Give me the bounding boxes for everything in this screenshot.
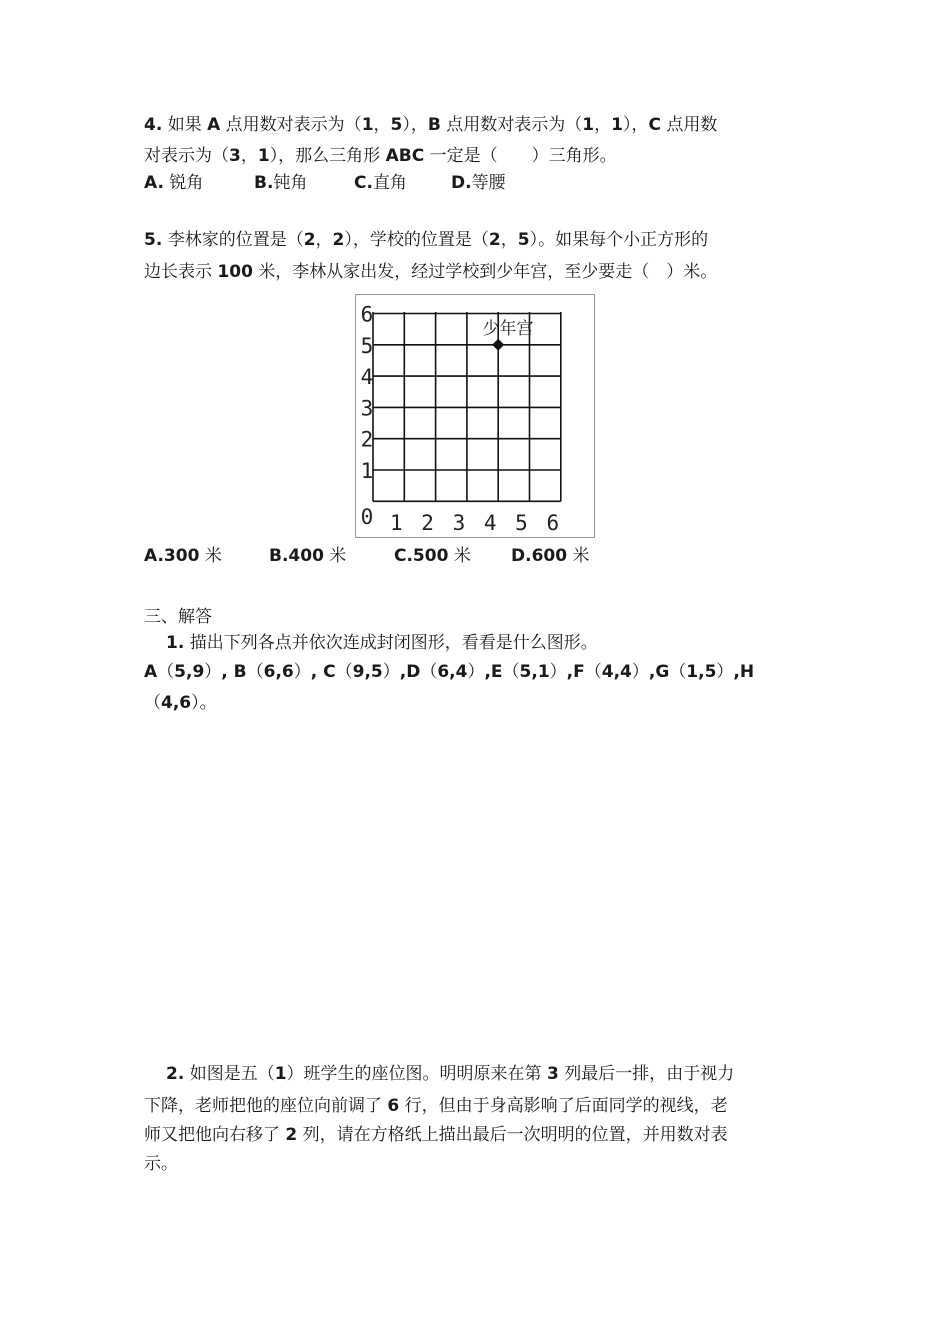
text-run: 师又把他向右移了 (144, 1125, 286, 1145)
bold-text-run: 3 (546, 1064, 559, 1084)
section-heading: 三、解答 (144, 607, 212, 627)
text-run: （ (669, 662, 687, 682)
s3-q1-line-1 (166, 632, 598, 654)
bold-text-run: 2. (166, 1064, 185, 1084)
bold-text-run: 1 (361, 115, 374, 135)
text-run: （ (502, 662, 520, 682)
text-run: （ (246, 662, 264, 682)
y-tick-label: 6 (360, 302, 374, 327)
choice-option (451, 172, 506, 194)
bold-text-run: , B (221, 662, 247, 682)
choice-text: 钝角 (273, 173, 308, 193)
bold-text-run: 6 (387, 1096, 400, 1116)
bold-text-run: B (427, 115, 441, 135)
text-run: ） (293, 662, 311, 682)
x-tick-label: 3 (452, 511, 466, 535)
bold-text-run: ABC (385, 146, 425, 166)
choice-label: B.400 (269, 546, 324, 566)
bold-text-run: 5. (144, 230, 163, 250)
s3-q2-line-2 (144, 1095, 728, 1117)
bold-text-run: 9,5 (352, 662, 383, 682)
bold-text-run: 2 (303, 230, 316, 250)
choice-text: 锐角 (163, 173, 204, 193)
text-run: （ (144, 693, 161, 713)
choice-text: 米 (448, 546, 471, 566)
text-run: ） (382, 662, 400, 682)
bold-text-run: ,E (484, 662, 503, 682)
text-run: ）。如果每个小正方形的 (529, 230, 709, 250)
bold-text-run: C (648, 115, 661, 135)
text-run: ， (315, 230, 333, 250)
choice-option (254, 172, 307, 194)
text-run: ） (549, 662, 567, 682)
place-label: 少年宫 (482, 319, 534, 339)
text-run: 李林家的位置是（ (162, 230, 304, 250)
x-tick-label: 5 (515, 511, 528, 535)
bold-text-run: 2 (488, 230, 501, 250)
text-run: 列最后一排，由于视力 (558, 1064, 735, 1084)
text-run: ）。 (191, 693, 217, 713)
choice-label: C. (354, 173, 373, 193)
bold-text-run: 4. (144, 115, 163, 135)
bold-text-run: 1,5 (686, 662, 717, 682)
s3-q2-line-4 (144, 1153, 178, 1175)
text-run: 点用数对表示为（ (440, 115, 583, 135)
text-run: ， (373, 115, 391, 135)
q5-line-1 (144, 229, 708, 251)
y-tick-label: 1 (360, 459, 374, 483)
text-run: （ (420, 662, 438, 682)
text-run: 对表示为（ (144, 146, 229, 166)
bold-text-run: ,H (733, 662, 755, 682)
text-run: ），学校的位置是（ (344, 230, 489, 250)
text-run: 示。 (144, 1154, 178, 1174)
bold-text-run: 4,6 (161, 693, 192, 713)
bold-text-run: 1 (257, 146, 270, 166)
text-run: （ (335, 662, 353, 682)
text-run: 如图是五（ (184, 1064, 275, 1084)
text-run: 米，李林从家出发，经过学校到少年宫，至少要走（ ）米。 (252, 262, 718, 282)
bold-text-run: 1 (611, 115, 623, 135)
choice-label: D.600 (511, 546, 568, 566)
bold-text-run: 5,1 (519, 662, 550, 682)
text-run: ）， (622, 115, 649, 135)
text-run: ），那么三角形 (269, 146, 386, 166)
text-run: ） (204, 662, 222, 682)
text-run: 如果 (162, 115, 208, 135)
bold-text-run: ,D (399, 662, 421, 682)
text-run: ）， (402, 115, 428, 135)
choice-text: 等腰 (471, 173, 506, 193)
x-tick-label: 2 (421, 511, 434, 535)
choice-text: 直角 (372, 173, 407, 193)
text-run: 行，但由于身高影响了后面同学的视线，老 (399, 1096, 728, 1116)
choice-option (144, 545, 222, 567)
q5-line-2 (144, 261, 717, 283)
choice-text: 米 (323, 546, 347, 566)
choice-option (511, 545, 589, 567)
choice-text: 米 (199, 546, 222, 566)
text-run: ） (631, 662, 649, 682)
text-run: 下降，老师把他的座位向前调了 (144, 1096, 388, 1116)
text-run: ， (594, 115, 612, 135)
bold-text-run: 5,9 (174, 662, 205, 682)
bold-text-run: 3 (229, 146, 241, 166)
text-run: 点用数对表示为（ (220, 115, 362, 135)
bold-text-run: 1 (582, 115, 595, 135)
bold-text-run: 2 (285, 1125, 298, 1145)
text-run: ） (467, 662, 485, 682)
bold-text-run: A (207, 115, 221, 135)
choice-option (144, 172, 203, 194)
s3-q1-line-2 (144, 661, 754, 683)
choice-text: 米 (567, 546, 590, 566)
bold-text-run: ,F (566, 662, 585, 682)
text-run: 点用数 (660, 115, 718, 135)
text-run: 列，请在方格纸上描出最后一次明明的位置，并用数对表 (297, 1125, 728, 1145)
bold-text-run: 100 (217, 262, 253, 282)
text-run: ， (500, 230, 518, 250)
y-tick-label: 5 (360, 333, 374, 358)
text-run: （ (157, 662, 175, 682)
y-tick-label: 4 (360, 365, 374, 390)
bold-text-run: ,G (648, 662, 670, 682)
text-run: （ (584, 662, 602, 682)
text-run: 边长表示 (144, 262, 218, 282)
bold-text-run: 2 (332, 230, 345, 250)
q4-line-1 (144, 114, 717, 136)
bold-text-run: , C (310, 662, 336, 682)
bold-text-run: 1. (166, 633, 185, 653)
choice-label: C.500 (394, 546, 449, 566)
x-tick-label: 4 (483, 511, 497, 535)
bold-text-run: 4,4 (601, 662, 632, 682)
text-run: ）班学生的座位图。明明原来在第 (286, 1064, 547, 1084)
text-run: ） (716, 662, 734, 682)
choice-label: A.300 (144, 546, 200, 566)
bold-text-run: 1 (274, 1064, 287, 1084)
text-run: 描出下列各点并依次连成封闭图形，看看是什么图形。 (184, 633, 598, 653)
bold-text-run: 5 (517, 230, 530, 250)
bold-text-run: 6,4 (437, 662, 468, 682)
origin-label: 0 (360, 505, 374, 529)
s3-q1-line-3 (144, 692, 217, 714)
y-tick-label: 2 (360, 427, 374, 452)
x-tick-label: 6 (546, 511, 560, 535)
s3-q2-line-3 (144, 1124, 728, 1146)
s3-q2-line-1 (166, 1063, 734, 1085)
choice-option (394, 545, 471, 567)
bold-text-run: 5 (390, 115, 403, 135)
choice-option (354, 172, 407, 194)
q4-line-2 (144, 145, 617, 167)
choice-label: D. (451, 173, 472, 193)
x-tick-label: 1 (389, 511, 403, 535)
text-run: ， (240, 146, 258, 166)
bold-text-run: 6,6 (263, 662, 294, 682)
y-tick-label: 3 (360, 396, 374, 421)
text-run: 一定是（ ）三角形。 (424, 146, 617, 166)
choice-label: B. (254, 173, 274, 193)
choice-label: A. (144, 173, 164, 193)
bold-text-run: A (144, 662, 158, 682)
choice-option (269, 545, 346, 567)
coordinate-grid-figure (355, 294, 595, 538)
